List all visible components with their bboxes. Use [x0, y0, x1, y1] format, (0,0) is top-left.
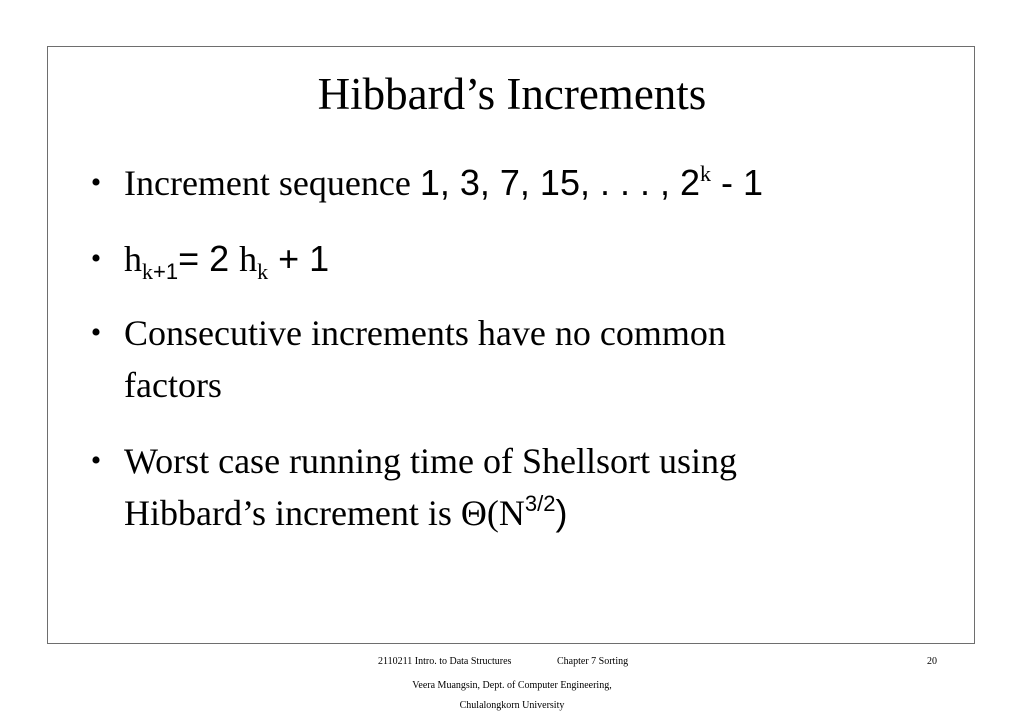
footer-page-number: 20	[927, 656, 937, 667]
bullet-text	[124, 160, 763, 206]
bullet-text-line1: Consecutive increments have no common	[124, 313, 726, 353]
complexity-lead: Hibbard’s increment is Θ(N	[124, 493, 525, 533]
footer-course: 2110211 Intro. to Data Structures	[378, 656, 512, 667]
h-symbol-2: h	[239, 239, 258, 279]
subscript-k: k	[142, 259, 153, 284]
sequence-tail: - 1	[711, 162, 764, 203]
bullet-dot: •	[90, 166, 102, 199]
bullet-text-line1: Worst case running time of Shellsort using	[124, 441, 738, 481]
sequence-text: 1, 3, 7, 15, . . . , 2	[419, 162, 701, 203]
bullet-text	[124, 236, 329, 282]
h-symbol: h	[124, 239, 142, 279]
complexity-exponent: 3/2	[524, 491, 556, 516]
footer-chapter: Chapter 7 Sorting	[557, 656, 629, 667]
bullet-dot: •	[90, 444, 102, 477]
plus-one: + 1	[268, 238, 330, 279]
bullet-dot: •	[90, 316, 102, 349]
bullet-dot: •	[90, 242, 102, 275]
subscript-plus-one: +1	[153, 259, 179, 284]
complexity-close: )	[555, 492, 568, 533]
bullet-lead-text: Increment sequence	[124, 163, 420, 203]
slide-title: Hibbard’s Increments	[317, 69, 707, 119]
footer-author: Veera Muangsin, Dept. of Computer Engineering,	[412, 680, 612, 691]
bullet-text-line2: factors	[124, 365, 222, 405]
equals-two: = 2	[178, 238, 240, 279]
subscript-k-2: k	[257, 259, 269, 284]
bullet-text-line2	[124, 490, 568, 536]
sequence-exponent: k	[700, 161, 712, 186]
footer-university: Chulalongkorn University	[459, 700, 565, 711]
